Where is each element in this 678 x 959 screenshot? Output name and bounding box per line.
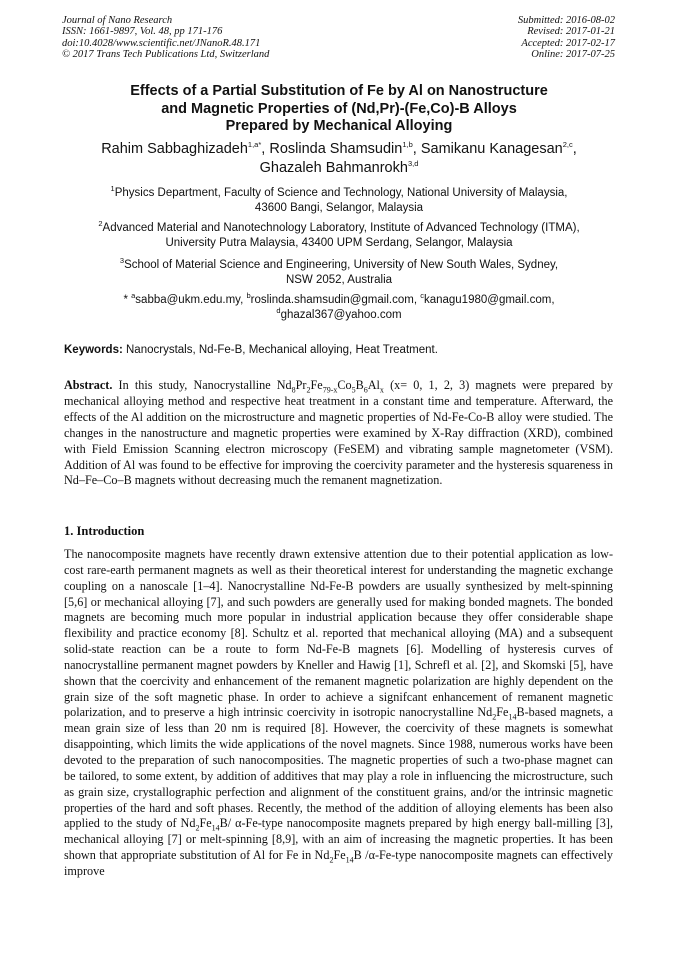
abstract-text: Fe	[310, 378, 323, 392]
email-prefix: *	[123, 294, 132, 306]
title-line-3: Prepared by Mechanical Alloying	[225, 118, 453, 134]
keywords	[64, 343, 614, 357]
formula-subscript: x	[379, 385, 384, 395]
affiliation-text-2: 43600 Bangi, Selangor, Malaysia	[254, 201, 424, 214]
affiliation-text-2: University Putra Malaysia, 43400 UPM Serdang, Selangor, Malaysia	[165, 236, 513, 249]
introduction-paragraph	[64, 547, 613, 880]
author-separator: ,	[572, 141, 577, 157]
date-accepted: Accepted: 2017-02-17	[521, 37, 615, 49]
affiliation-2	[55, 221, 623, 250]
date-submitted: Submitted: 2016-08-02	[517, 15, 615, 26]
abstract-text: Co	[337, 378, 352, 392]
body-text: Fe	[333, 848, 346, 863]
author-separator: ,	[261, 141, 270, 157]
formula-subscript: 14	[345, 855, 354, 865]
author-list	[40, 140, 638, 177]
email-link[interactable]: kanagu1980@gmail.com,	[423, 294, 555, 306]
email-sup: b	[246, 291, 251, 301]
formula-subscript: 79-x	[322, 385, 338, 395]
formula-subscript: 8	[291, 385, 296, 395]
affiliation-text: Physics Department, Faculty of Science and Technology, National University of Malaysia,	[114, 187, 568, 199]
abstract-text: Pr	[295, 378, 307, 392]
affiliation-text: School of Material Science and Engineering, University of New South Wales, Sydney,	[124, 259, 559, 271]
affiliation-1	[55, 186, 623, 215]
journal-issn: ISSN: 1661-9897, Vol. 48, pp 171-176	[62, 26, 223, 38]
formula-subscript: 14	[508, 712, 517, 722]
abstract-text: (x= 0, 1, 2, 3) magnets were prepared by mechanical alloying method and respective heat treatment in a constant time and temperature. Afterward, the effects of the Al addition on the microstructure and magnetic properties of Nd-Fe-Co-B alloy were studied. The changes in the nanostructure and magnetic properties were examined by X-Ray diffraction (XRD), combined with Field Emission Scanning electron microscopy (FeSEM) and vibrating sample magnetometer (VSM). Addition of Al was found to be effective for improving the coercivity parameter and the hysteresis squareness in Nd–Fe–Co–B magnets without decreasing much the remanent magnetization.	[64, 378, 613, 488]
formula-subscript: 6	[363, 385, 368, 395]
author-affil-sup: 1,a*	[247, 140, 262, 150]
formula-subscript: 2	[492, 712, 497, 722]
author-affil-sup: 2,c	[562, 140, 573, 150]
keywords-text: Nanocrystals, Nd-Fe-B, Mechanical alloying, Heat Treatment.	[122, 344, 438, 356]
author-name: Rahim Sabbaghizadeh	[101, 141, 248, 157]
abstract-text: Al	[367, 378, 380, 392]
body-text: The nanocomposite magnets have recently drawn extensive attention due to their potential application as low-cost rare-earth permanent magnets as well as their theoretical interest for understanding the magnetic exchange coupling on a nanoscale [1–4]. Nanocrystalline Nd-Fe-B powders are usually synthesized by melt-spinning [5,6] or mechanical alloying [7], and such powders are generally used for making bonded magnets. The bonded magnets are becoming much more popular in industrial application because they offer considerable shape flexibility and practice economy [8]. Schultz et al. reported that mechanical alloying (MA) and a subsequent solid-state reaction can be a route to form Nd-Fe-B magnets [6]. Modelling of hysteresis curves of nanocrystalline permanent magnet powders by Kneller and Hawig [1], Schrefl et al. [2], and Skomski [5], have shown that the coercivity and enhancement of the remanent magnetic polarization are highly dependent on the grain size of the soft magnetic phase. In order to achieve a signifcant enhancement of remanent magnetic polarization, and to preserve a high intrinsic coercivity in isotropic nanocrystalline Nd	[64, 547, 613, 720]
email-sup: c	[420, 291, 424, 301]
body-text: B-based magnets, a mean grain size of less than 20 nm is required [8]. However, the coercivity of these magnets is somewhat disappointing, which limits the wide applications of the novel magnets. Since 1988, numerous works have been devoted to the preparation of such nanocomposities. The magnetic properties of such a two-phase magnet can be tailored, to some extent, by addition of additives that may play a role in influencing the microstructure, such as grain size, crystallographic perfection and alignment of the constituent grains, and/or the intrinsic magnetic properties of the hard and soft phases. Recently, the method of the addition of alloying elements has been also applied to the study of Nd	[64, 705, 613, 831]
abstract-text: B	[355, 378, 364, 392]
date-online: Online: 2017-07-25	[531, 48, 615, 60]
affiliation-sup: 1	[110, 184, 115, 194]
email-link[interactable]: roslinda.shamsudin@gmail.com,	[250, 294, 421, 306]
section-heading: 1. Introduction	[64, 524, 145, 538]
author-emails	[55, 293, 623, 322]
date-revised: Revised: 2017-01-21	[527, 26, 615, 38]
author-affil-sup: 3,d	[407, 158, 419, 168]
abstract-text: In this study, Nanocrystalline Nd	[112, 378, 292, 392]
title-line-1: Effects of a Partial Substitution of Fe by Al on Nanostructure	[130, 83, 548, 99]
formula-subscript: 2	[306, 385, 311, 395]
formula-subscript: 5	[351, 385, 356, 395]
author-line-1	[40, 140, 638, 159]
email-link[interactable]: sabba@ukm.edu.my,	[135, 294, 247, 306]
paper-title	[40, 83, 638, 136]
body-text: Fe	[496, 705, 509, 720]
affiliation-text: Advanced Material and Nanotechnology Laboratory, Institute of Advanced Technology (ITMA),	[102, 222, 580, 234]
journal-copyright: © 2017 Trans Tech Publications Ltd, Switzerland	[62, 48, 270, 60]
body-text: B/ α-Fe-type nanocomposite magnets prepared by high energy ball-milling [3], mechanical alloying [7] or melt-spinning [8,9], with an aim of increasing the magnetic properties. It has been shown that appropriate substitution of Al for Fe in Nd	[64, 816, 613, 863]
abstract-label: Abstract.	[64, 378, 113, 392]
journal-name: Journal of Nano Research	[62, 15, 173, 26]
author-name: Ghazaleh Bahmanrokh	[259, 159, 408, 176]
author-affil-sup: 1,b	[402, 140, 413, 150]
author-line-2	[40, 159, 638, 178]
email-sup: a	[131, 291, 136, 301]
formula-subscript: 2	[329, 855, 334, 865]
title-line-2: and Magnetic Properties of (Nd,Pr)-(Fe,Co)-B Alloys	[161, 100, 517, 117]
formula-subscript: 2	[195, 823, 200, 833]
journal-info	[62, 15, 269, 60]
affiliation-sup: 2	[98, 219, 103, 229]
affiliation-text-2: NSW 2052, Australia	[285, 273, 393, 286]
body-text: B /α-Fe-type nanocomposite magnets can effectively improve	[64, 848, 614, 878]
affiliation-sup: 3	[119, 256, 125, 266]
body-text: Fe	[199, 816, 212, 831]
affiliation-3	[55, 258, 623, 287]
journal-doi: doi:10.4028/www.scientific.net/JNanoR.48.171	[62, 37, 261, 49]
email-sup: d	[276, 305, 281, 315]
publication-dates	[518, 15, 615, 60]
email-link[interactable]: ghazal367@yahoo.com	[280, 308, 402, 321]
author-name: Samikanu Kanagesan	[420, 141, 563, 157]
author-name: Roslinda Shamsudin	[269, 141, 403, 157]
abstract	[64, 378, 613, 489]
keywords-label: Keywords:	[64, 344, 123, 356]
formula-subscript: 14	[211, 823, 220, 833]
author-separator: ,	[412, 141, 421, 157]
